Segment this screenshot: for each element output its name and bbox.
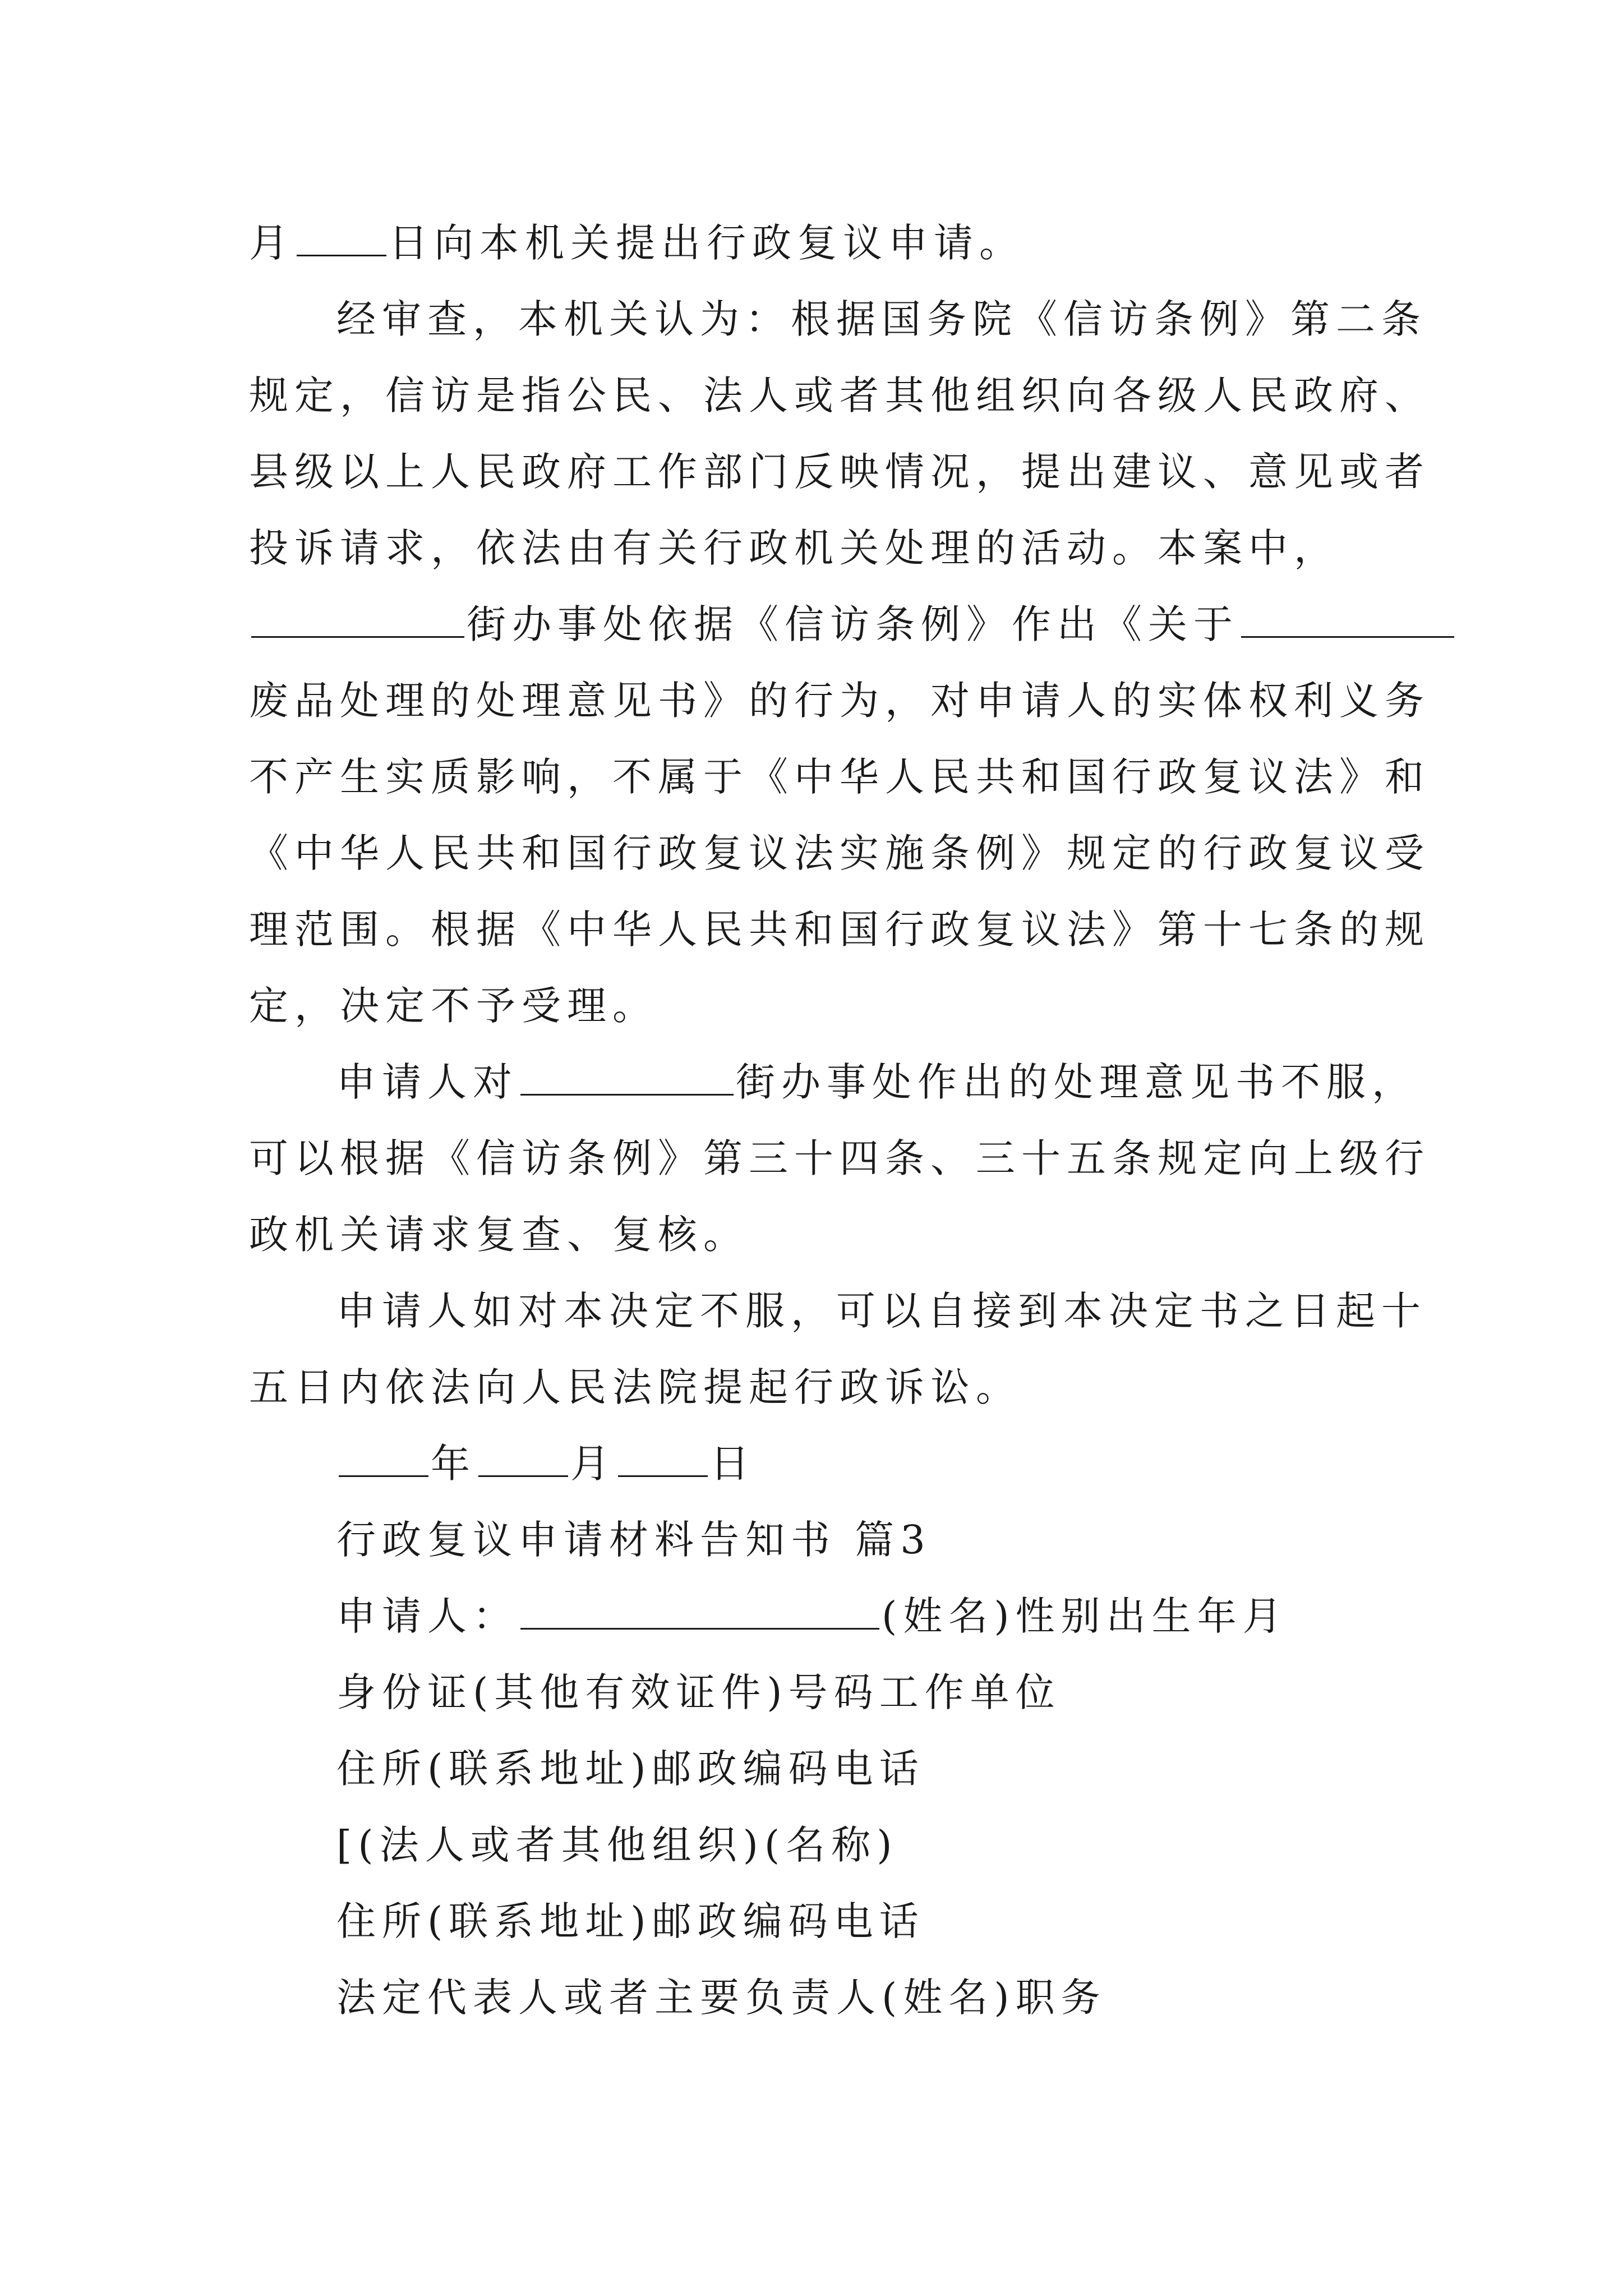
form-line: 法定代表人或者主要负责人(姓名)职务 — [336, 1975, 1106, 2021]
fill-blank — [618, 1441, 708, 1477]
text-line: 《中华人民共和国行政复议法实施条例》规定的行政复议受 — [249, 830, 1430, 876]
form-line: [(法人或者其他组织)(名称) — [336, 1822, 898, 1868]
paragraph-line: 申请人如对本决定不服，可以自接到本决定书之日起十 — [336, 1288, 1427, 1334]
fill-blank — [1241, 601, 1454, 638]
fill-blank — [297, 220, 386, 256]
fill-blank — [520, 1593, 879, 1630]
form-line: 申请人： (姓名)性别出生年月 — [336, 1593, 1288, 1639]
fill-blank — [251, 601, 464, 638]
paragraph-line: 申请人对 街办事处作出的处理意见书不服， — [336, 1059, 1417, 1105]
date-line: 年 月 日 — [336, 1433, 1415, 1494]
text-line: 街办事处依据《信访条例》作出《关于 — [249, 593, 1415, 655]
text-line: 定，决定不予受理。 — [249, 983, 658, 1029]
form-line: 住所(联系地址)邮政编码电话 — [336, 1746, 925, 1792]
text-line: 废品处理的处理意见书》的行为，对申请人的实体权利义务 — [249, 678, 1430, 724]
text-line: 政机关请求复查、复核。 — [249, 1212, 749, 1258]
text-line: 可以根据《信访条例》第三十四条、三十五条规定向上级行 — [249, 1135, 1430, 1181]
text-line: 不产生实质影响，不属于《中华人民共和国行政复议法》和 — [249, 754, 1430, 800]
text-line: 投诉请求，依法由有关行政机关处理的活动。本案中， — [249, 525, 1339, 571]
paragraph-line: 经审查，本机关认为：根据国务院《信访条例》第二条 — [336, 296, 1427, 342]
text-line: 月 日向本机关提出行政复议申请。 — [249, 220, 1025, 266]
fill-blank — [520, 1059, 734, 1096]
form-line: 住所(联系地址)邮政编码电话 — [336, 1898, 925, 1944]
text-line: 理范围。根据《中华人民共和国行政复议法》第十七条的规 — [249, 907, 1430, 953]
fill-blank — [339, 1441, 428, 1477]
text-line: 五日内依法向人民法院提起行政诉讼。 — [249, 1364, 1021, 1410]
text-line: 县级以上人民政府工作部门反映情况，提出建议、意见或者 — [249, 449, 1430, 495]
text-line: 规定，信访是指公民、法人或者其他组织向各级人民政府、 — [249, 372, 1430, 418]
fill-blank — [478, 1441, 568, 1477]
section-title: 行政复议申请材料告知书 篇3 — [336, 1517, 932, 1563]
form-line: 身份证(其他有效证件)号码工作单位 — [336, 1669, 1061, 1715]
